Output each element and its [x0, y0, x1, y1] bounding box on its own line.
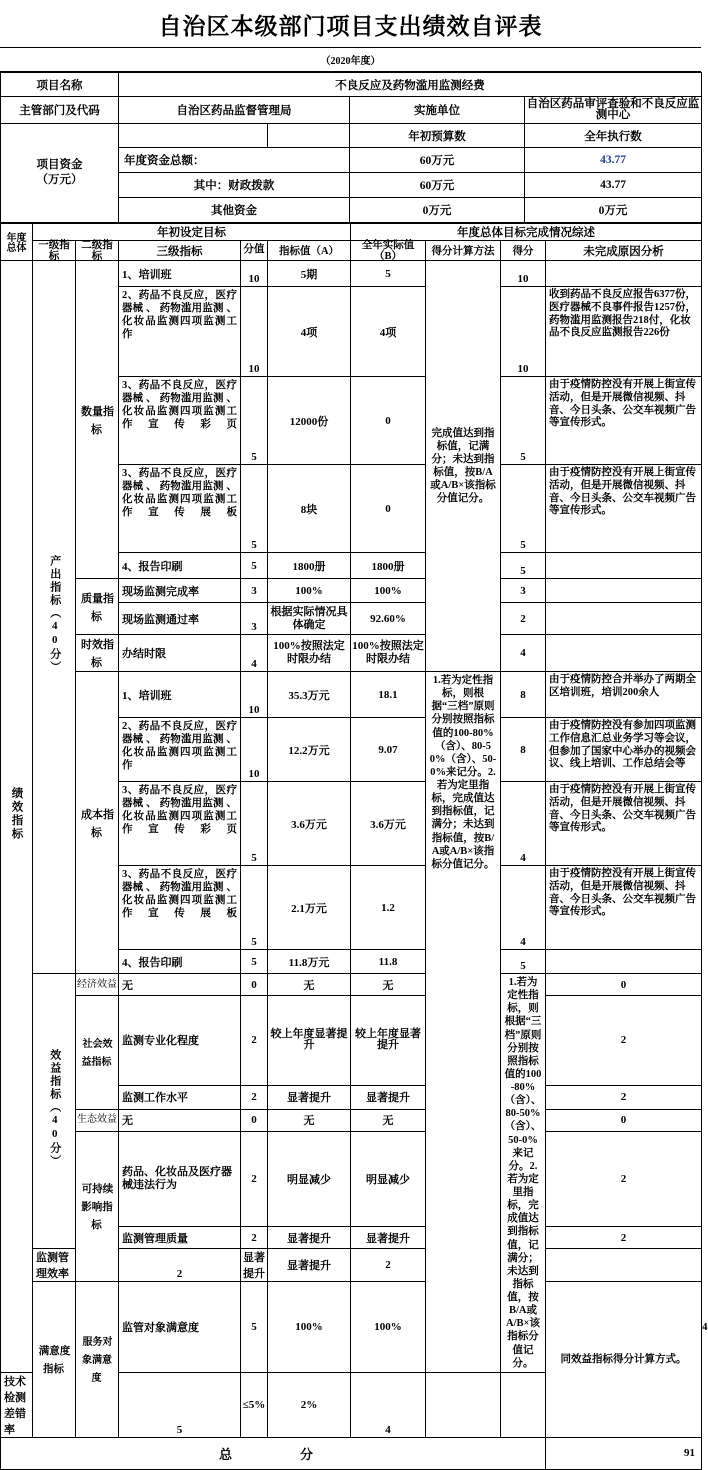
- target-value: 11.8万元: [268, 950, 351, 974]
- actual-value: 1.2: [351, 866, 426, 950]
- reason: [546, 553, 702, 579]
- score-value: 2: [241, 996, 268, 1086]
- reason: 由于疫情防控没有开展上街宣传活动，但是开展微信视频、抖音、今日头条、公交车视频广告等宣传形式。: [546, 782, 702, 866]
- target-value: 无: [268, 974, 351, 996]
- reason: [546, 261, 702, 287]
- target-value: 2.1万元: [268, 866, 351, 950]
- col-method: 得分计算方法: [426, 241, 501, 261]
- actual-value: 9.07: [351, 718, 426, 782]
- funds-label-line1: 项目资金: [36, 159, 83, 172]
- score: 0: [546, 1109, 702, 1131]
- reason: 收到药品不良反应报告6377份，医疗器械不良事件报告1257份，药物滥用监测报告218付，化妆品不良反应监测报告226份: [546, 287, 702, 377]
- table-row: [1, 672, 702, 718]
- funds-fiscal-budget: 60万元: [350, 173, 525, 198]
- target-value: 35.3万元: [268, 672, 351, 718]
- score-value: 3: [241, 603, 268, 635]
- project-info-table: [0, 72, 702, 223]
- goal-band-row: [1, 224, 702, 241]
- reason: [546, 1249, 702, 1282]
- score-value: 4: [241, 635, 268, 672]
- score-value: 5: [241, 866, 268, 950]
- score: 2: [546, 1085, 702, 1109]
- score: 3: [501, 579, 546, 603]
- table-row: [1, 1131, 702, 1227]
- l1-output-label: 产出指标（40分）: [33, 261, 76, 974]
- score-value: 5: [119, 1372, 241, 1437]
- funds-total-exec: 43.77: [525, 148, 702, 173]
- l3-label: 现场监测完成率: [119, 579, 241, 603]
- reason: 由于疫情防控没有开展上街宣传活动，但是开展微信视频、抖音、今日头条、公交车视频广告等宣传形式。: [546, 866, 702, 950]
- l3-label: 办结时限: [119, 635, 241, 672]
- funds-label: [1, 124, 119, 223]
- score-value: 2: [241, 1085, 268, 1109]
- target-value: 无: [268, 1109, 351, 1131]
- l3-label: 3、药品不良反应，医疗器械 、 药物滥用监测 、 化妆品监测四项监测工作宣传展板: [119, 465, 241, 553]
- funds-other-label: 其他资金: [119, 198, 350, 223]
- table-row: [1, 635, 702, 672]
- title-table: [0, 0, 701, 72]
- l3-label: 3、药品不良反应，医疗器械 、 药物滥用监测 、 化妆品监测四项监测工作宣传彩页: [119, 782, 241, 866]
- actual-value: 4项: [351, 287, 426, 377]
- reason: [546, 950, 702, 974]
- l3-label: 4、报告印刷: [119, 950, 241, 974]
- score-value: 0: [241, 974, 268, 996]
- funds-other-budget: 0万元: [350, 198, 525, 223]
- l2-service-label: 服务对象满意度: [82, 1337, 113, 1385]
- actual-value: 显著提升: [351, 1227, 426, 1249]
- score: 4: [501, 866, 546, 950]
- target-value: 12.2万元: [268, 718, 351, 782]
- project-name-label: 项目名称: [1, 73, 119, 97]
- reason: [426, 1372, 501, 1437]
- score: 2: [546, 1131, 702, 1227]
- funds-fiscal-label: 其中：财政拨款: [119, 173, 350, 198]
- funds-blank-a: [119, 124, 268, 148]
- actual-value: 显著提升: [351, 1085, 426, 1109]
- score-value: 10: [241, 261, 268, 287]
- table-row: [1, 261, 702, 287]
- actual-value: 3.6万元: [351, 782, 426, 866]
- column-header-row: [1, 241, 702, 261]
- actual-value: 明显减少: [351, 1131, 426, 1227]
- reason: 由于疫情防控没有开展上街宣传活动，但是开展微信视频、抖音、今日头条、公交车视频广告等宣传形式。: [546, 377, 702, 465]
- l3-label: 监测工作水平: [119, 1085, 241, 1109]
- score-value: 10: [241, 718, 268, 782]
- target-value: 较上年度显著提升: [270, 1028, 348, 1052]
- reason: [546, 579, 702, 603]
- l3-label: 2、药品不良反应，医疗器械 、 药物滥用监测 、 化妆品监测四项监测工作: [119, 287, 241, 377]
- funds-blank-b: [268, 124, 350, 148]
- l1-benefit-label: 效益指标（40分）: [33, 974, 76, 1249]
- score: 5: [501, 553, 546, 579]
- table-row: [1, 1109, 702, 1131]
- score-value: 3: [241, 579, 268, 603]
- score: 8: [501, 672, 546, 718]
- score: 2: [546, 996, 702, 1086]
- target-value: 1800册: [268, 553, 351, 579]
- funds-fiscal-exec: 43.77: [525, 173, 702, 198]
- table-row: [1, 996, 702, 1086]
- method-output: 完成值达到指标值，记满分；未达到指标值，按B/A或A/B×该指标分值记分。: [426, 261, 501, 672]
- goals-done-label: 年度总体目标完成情况综述: [351, 224, 702, 241]
- score: 4: [501, 635, 546, 672]
- actual-value: 较上年度显著提升: [355, 1028, 421, 1052]
- project-name-row: [1, 73, 702, 97]
- actual-value: 无: [351, 1109, 426, 1131]
- actual-value: 0: [351, 465, 426, 553]
- actual-value: 100%: [351, 1282, 426, 1373]
- target-value: 3.6万元: [268, 782, 351, 866]
- score-value: 10: [241, 672, 268, 718]
- goals-set-label: 年初设定目标: [33, 224, 351, 241]
- target-value: ≤5%: [241, 1372, 268, 1437]
- score: 5: [501, 465, 546, 553]
- actual-value: 18.1: [351, 672, 426, 718]
- col-reason: 未完成原因分析: [546, 241, 702, 261]
- reason: 由于疫情防控没有开展上街宣传活动，但是开展微信视频、抖音、今日头条、公交车视频广告等宣传形式。: [546, 465, 702, 553]
- score: 10: [501, 287, 546, 377]
- col-target: 指标值（A）: [268, 241, 351, 261]
- score-value: 5: [241, 782, 268, 866]
- actual-value: 2%: [268, 1372, 351, 1437]
- exec-col-header: 全年执行数: [525, 124, 702, 148]
- funds-total-budget: 60万元: [350, 148, 525, 173]
- col-actual: 全年实际值（B）: [361, 240, 415, 262]
- method-cost: 1.若为定性指标，则根据“三档”原则分别按照指标值的100-80%（含）、80-50%（含）、50-0%来记分。2.若为定里指标，完成值达到指标值，记满分；未达到指标值，按B/A或A/B×该指标分值记分。: [426, 672, 501, 1373]
- budget-col-header: 年初预算数: [350, 124, 525, 148]
- target-value: 根据实际情况具体确定: [268, 603, 351, 635]
- funds-label-line2: （万元）: [36, 174, 83, 186]
- l3-label: 无: [119, 1109, 241, 1131]
- score: 10: [501, 261, 546, 287]
- unit-label: 实施单位: [350, 97, 525, 124]
- actual-value: 100%按照法定时限办结: [351, 635, 426, 672]
- funds-other-exec: 0万元: [525, 198, 702, 223]
- l1-satisfaction-label: 满意度指标: [38, 1346, 71, 1376]
- l3-label: 2、药品不良反应，医疗器械 、 药物滥用监测 、 化妆品监测四项监测工作: [119, 718, 241, 782]
- score-value: 5: [241, 950, 268, 974]
- l3-label: 监管对象满意度: [119, 1282, 241, 1373]
- score-value: 0: [241, 1109, 268, 1131]
- perf-indicator-label: 绩效指标: [1, 261, 33, 1373]
- year-row: [0, 48, 701, 72]
- indicator-table: [0, 223, 708, 1470]
- score-value: 2: [241, 1227, 268, 1249]
- l3-label: 3、药品不良反应，医疗器械 、 药物滥用监测 、 化妆品监测四项监测工作宣传展板: [119, 866, 241, 950]
- actual-value: 100%: [351, 579, 426, 603]
- score-value: 5: [241, 553, 268, 579]
- target-value: 100%按照法定时限办结: [268, 635, 351, 672]
- l2-timeliness-label: 时效指标: [76, 635, 119, 672]
- l3-label: 1、培训班: [119, 672, 241, 718]
- reason: 由于疫情防控合并举办了两期全区培训班，培训200余人: [546, 672, 702, 718]
- l3-label: 药品、化妆品及医疗器械违法行为: [119, 1131, 241, 1227]
- l2-economic-label: 经济效益: [77, 978, 117, 990]
- actual-value: 11.8: [351, 950, 426, 974]
- page-title: 自治区本级部门项目支出绩效自评表: [0, 0, 701, 48]
- dept-row: [1, 97, 702, 124]
- l3-label: 无: [119, 974, 241, 996]
- l2-sustain-label: 可持续影响指标: [81, 1184, 114, 1232]
- col-l3: 三级指标: [119, 241, 241, 261]
- score-value: 2: [119, 1249, 241, 1282]
- target-value: 12000份: [268, 377, 351, 465]
- col-l1: 一级指标: [38, 240, 70, 262]
- l3-label: 监测管理质量: [119, 1227, 241, 1249]
- l2-quality-label: 质量指标: [76, 579, 119, 635]
- actual-value: 0: [351, 377, 426, 465]
- actual-value: 显著提升: [268, 1249, 351, 1282]
- score-value: 2: [241, 1131, 268, 1227]
- year-subtitle: （2020年度）: [0, 48, 701, 72]
- l2-social-label: 社会效益指标: [81, 1039, 113, 1069]
- score: 4: [501, 782, 546, 866]
- target-value: 显著提升: [241, 1249, 268, 1282]
- score: 2: [351, 1249, 426, 1282]
- l3-label: 1、培训班: [119, 261, 241, 287]
- score-value: 5: [241, 377, 268, 465]
- unit-value: 自治区药品审评查验和不良反应监测中心: [526, 97, 700, 121]
- score: 8: [501, 718, 546, 782]
- table-row: [1, 974, 702, 996]
- target-value: 明显减少: [268, 1131, 351, 1227]
- funds-header-row: [1, 124, 702, 148]
- year-overall-label: 年度总体: [6, 232, 27, 254]
- score: 0: [546, 974, 702, 996]
- title-row: [0, 0, 701, 48]
- method-benefit: 1.若为定性指标，则根据“三档”原则分别按照指标值的100-80%（含）、80-50%（含）、50-0%来记分。2.若为定里指标，完成值达到指标值，记满分；未达到指标值，按B/A或A/B×该指标分值记分。: [501, 974, 546, 1373]
- target-value: 显著提升: [268, 1085, 351, 1109]
- method-satisfaction: 同效益指标得分计算方式。: [546, 1282, 702, 1438]
- reason: [546, 635, 702, 672]
- table-row: 满意度指标 服务对象满意度 监管对象满意度 5 100% 100% 同效益指标得分计算方式。 4: [1, 1282, 702, 1373]
- l3-label: 4、报告印刷: [119, 553, 241, 579]
- l2-cost-label: 成本指标: [76, 672, 119, 974]
- target-value: 5期: [268, 261, 351, 287]
- score: 4: [351, 1372, 426, 1437]
- dept-label: 主管部门及代码: [1, 97, 119, 124]
- col-score-val: 分值: [243, 244, 265, 256]
- total-row: [1, 1437, 702, 1469]
- l2-quantity-label: 数量指标: [76, 261, 119, 579]
- table-row: [1, 579, 702, 603]
- target-value: 100%: [268, 579, 351, 603]
- actual-value: 无: [351, 974, 426, 996]
- col-l2: 二级指标: [81, 240, 113, 262]
- col-score: 得分: [501, 241, 546, 261]
- score-value: 5: [241, 465, 268, 553]
- score: 2: [546, 1227, 702, 1249]
- target-value: 显著提升: [268, 1227, 351, 1249]
- target-value: 4项: [268, 287, 351, 377]
- score-value: 5: [241, 1282, 268, 1373]
- score-value: 10: [241, 287, 268, 377]
- reason: 由于疫情防控没有参加四项监测工作信息汇总业务学习等会议，但参加了国家中心举办的视频会议、线上培训、工作总结会等: [546, 718, 702, 782]
- l3-label: 监测管理效率: [33, 1249, 76, 1282]
- actual-value: 1800册: [351, 553, 426, 579]
- actual-value: 5: [351, 261, 426, 287]
- total-label: 总 分: [1, 1437, 546, 1469]
- l2-ecology-label: 生态效益: [77, 1114, 117, 1126]
- actual-value: 92.60%: [351, 603, 426, 635]
- total-value: 91: [546, 1437, 702, 1469]
- score: 2: [501, 603, 546, 635]
- target-value: 8块: [268, 465, 351, 553]
- l3-label: 现场监测通过率: [119, 603, 241, 635]
- dept-value: 自治区药品监督管理局: [119, 97, 350, 124]
- l3-label: 技术检测差错率: [1, 1372, 33, 1437]
- funds-total-label: 年度资金总额：: [119, 148, 350, 173]
- target-value: 100%: [268, 1282, 351, 1373]
- l3-label: 监测专业化程度: [119, 996, 241, 1086]
- score: 5: [501, 950, 546, 974]
- score: 5: [501, 377, 546, 465]
- l3-label: 3、药品不良反应，医疗器械 、 药物滥用监测 、 化妆品监测四项监测工作宣传彩页: [119, 377, 241, 465]
- reason: [546, 603, 702, 635]
- project-name-value: 不良反应及药物滥用监测经费: [119, 73, 702, 97]
